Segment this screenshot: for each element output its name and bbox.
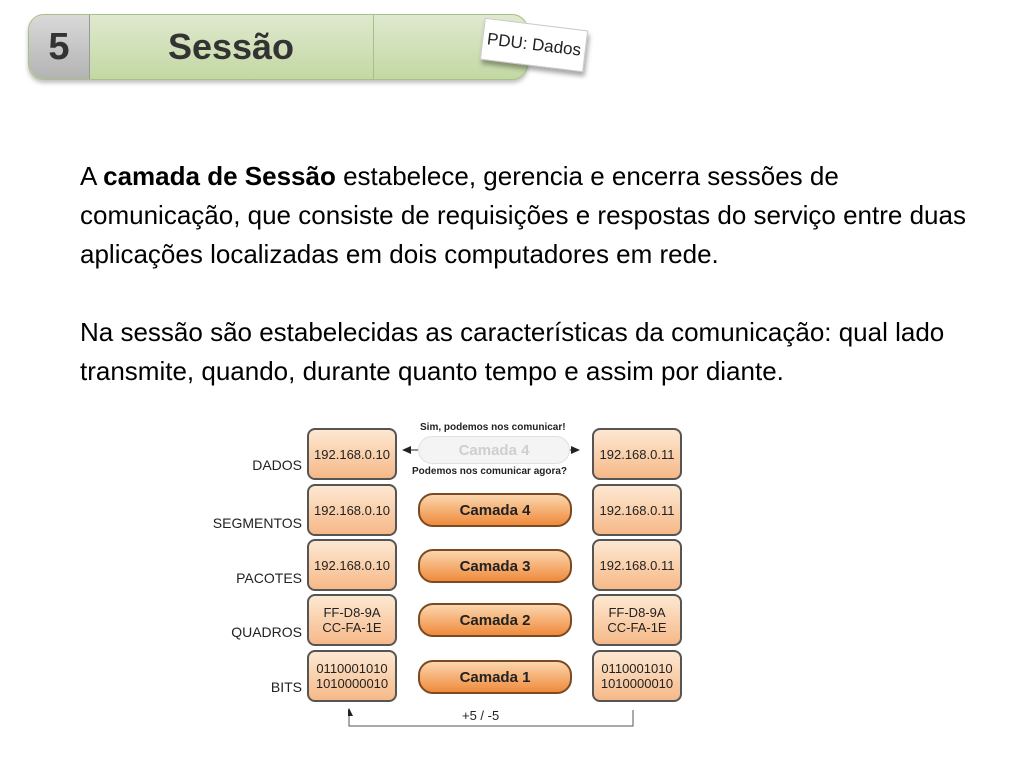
left-address-line: 192.168.0.10 [314, 446, 390, 462]
right-address-line: FF-D8-9A [608, 605, 666, 620]
left-address-box [307, 428, 397, 480]
left-address-box [307, 484, 397, 536]
diagram-top-caption: Sim, podemos nos comunicar! [420, 422, 566, 433]
right-address-box [592, 539, 682, 591]
pdu-tag: PDU: Dados [480, 18, 588, 72]
layer-pill-ghost: Camada 4 [418, 436, 570, 464]
left-address-line: 1010000010 [315, 676, 389, 691]
section-number: 5 [29, 15, 90, 79]
layer-pill-camada-4: Camada 4 [418, 493, 572, 527]
paragraph-1-rest: estabelece, gerencia e encerra sessões de comunicação, que consiste de requisições e respostas do serviço entre duas aplicações localizadas em dois computadores em rede. [80, 161, 966, 269]
paragraph-1 [80, 157, 980, 274]
scale-label: +5 / -5 [458, 708, 503, 723]
paragraph-1-bold: camada de Sessão [103, 161, 336, 191]
right-address-line: 1010000010 [600, 676, 674, 691]
right-address-line: CC-FA-1E [607, 620, 667, 635]
left-address-box [307, 539, 397, 591]
right-address-line: 192.168.0.11 [599, 502, 675, 518]
layer-pill-camada-3: Camada 3 [418, 549, 572, 583]
row-label-pacotes: PACOTES [236, 570, 302, 586]
session-diagram [190, 418, 690, 736]
layer-pill-camada-2: Camada 2 [418, 603, 572, 637]
left-address-line: CC-FA-1E [322, 620, 382, 635]
left-address-box [307, 650, 397, 702]
right-address-box [592, 650, 682, 702]
left-address-line: 192.168.0.10 [314, 557, 390, 573]
row-label-segmentos: SEGMENTOS [212, 515, 302, 531]
row-label-dados: DADOS [252, 457, 302, 473]
right-address-box [592, 484, 682, 536]
left-address-line: 0110001010 [316, 661, 388, 676]
paragraph-2: Na sessão são estabelecidas as características da comunicação: qual lado transmite, quando, durante quanto tempo e assim por diante. [80, 317, 945, 386]
section-title: Sessão [89, 15, 374, 79]
left-address-line: 192.168.0.10 [314, 502, 390, 518]
row-label-bits: BITS [270, 679, 302, 695]
row-label-quadros: QUADROS [231, 624, 302, 640]
diagram-bottom-caption: Podemos nos comunicar agora? [412, 466, 568, 477]
left-address-box [307, 594, 397, 646]
layer-pill-camada-1: Camada 1 [418, 660, 572, 694]
right-address-box [592, 594, 682, 646]
right-address-line: 0110001010 [601, 661, 673, 676]
right-address-line: 192.168.0.11 [599, 557, 675, 573]
right-address-box [592, 428, 682, 480]
section-banner [28, 14, 528, 80]
right-address-line: 192.168.0.11 [599, 446, 675, 462]
paragraph-1-prefix: A [80, 161, 104, 191]
left-address-line: FF-D8-9A [323, 605, 381, 620]
